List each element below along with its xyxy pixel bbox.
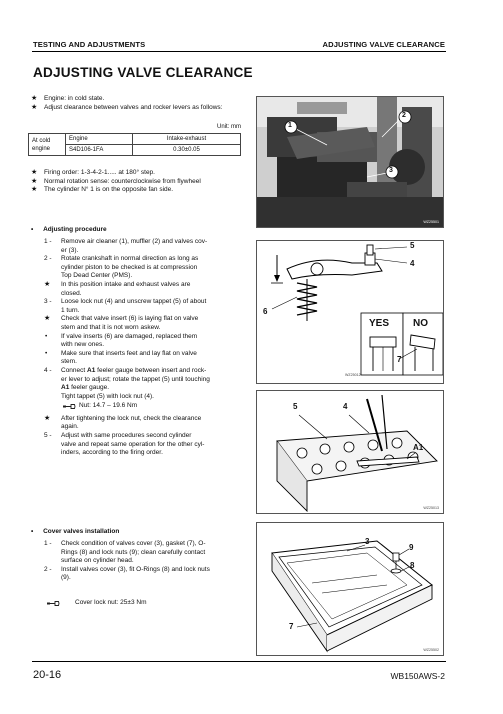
note-valves-closed <box>44 281 244 298</box>
step-line: valve and repeat same operation for the other cyl- <box>61 440 205 448</box>
step-3 <box>44 298 244 315</box>
star-icon: ★ <box>31 177 38 185</box>
callout-label: 7 <box>397 355 402 364</box>
intro-text: Adjust clearance between valves and rocker levers as follows: <box>44 103 223 111</box>
note-text: Normal rotation sense: counterclockwise from flywheel <box>44 177 201 185</box>
step-line: er (3). <box>61 246 79 254</box>
row-label-line: At cold <box>32 137 51 144</box>
cover-steps <box>44 540 244 583</box>
step-line: Check condition of valves cover (3), gasket (7), O- <box>61 540 206 547</box>
callout-label: 5 <box>293 402 298 411</box>
callout-label: 1 <box>288 122 292 129</box>
step-number: 4 - <box>44 366 52 374</box>
note-valve-insert <box>44 315 244 332</box>
figure-engine-photo <box>256 96 444 228</box>
bullet-replace-inserts <box>44 333 244 350</box>
figure-id: WZ25013 <box>423 506 439 510</box>
step-line <box>61 367 244 376</box>
figure-rocker-lever <box>256 240 444 384</box>
table-row-label <box>29 134 66 156</box>
step-line: After tightening the lock nut, check the clearance <box>61 414 202 422</box>
callout-label: 4 <box>410 259 415 268</box>
intro-text: Engine: in cold state. <box>44 95 105 102</box>
footer-rule <box>32 661 446 662</box>
callout-label: 7 <box>289 622 294 631</box>
bullet-inserts-flat <box>44 350 244 367</box>
step-line: with new ones. <box>61 341 104 349</box>
callout-label: 4 <box>343 402 348 411</box>
star-icon: ★ <box>31 95 38 102</box>
figure-valve-cover <box>256 522 444 656</box>
procedure-heading-text: Adjusting procedure <box>43 226 107 233</box>
callout-label: 5 <box>410 241 415 250</box>
step-line: (9). <box>61 574 71 582</box>
note-item <box>31 169 256 178</box>
cover-heading-text: Cover valves installation <box>43 528 120 535</box>
step-number: 1 - <box>44 540 52 547</box>
bullet-icon: • <box>45 349 48 357</box>
step-line: Tight tappet (5) with lock nut (4). <box>61 392 154 400</box>
text-run: feeler gauge between insert and rock- <box>95 366 207 374</box>
table-cell-clearance: 0.30±0.05 <box>133 145 241 156</box>
step-number: 3 - <box>44 298 52 306</box>
cover-torque-spec <box>44 599 146 608</box>
bullet-icon: • <box>45 332 48 340</box>
step-line: Remove air cleaner (1), muffler (2) and valves cov- <box>61 238 208 245</box>
cover-step-1 <box>44 540 244 566</box>
wrench-icon <box>62 403 76 410</box>
text-run-bold: A1 <box>61 384 70 392</box>
note-item <box>31 178 256 187</box>
step-line: Adjust with same procedures second cylinder <box>61 432 192 440</box>
step-number: 2 - <box>44 565 52 573</box>
step-line: again. <box>61 423 79 431</box>
star-icon: ★ <box>31 103 38 111</box>
yes-label: YES <box>369 318 390 329</box>
cover-torque-value: Cover lock nut: 25±3 Nm <box>75 599 147 606</box>
step-number: 1 - <box>44 238 52 245</box>
table-cell-engine: S4D106-1FA <box>66 145 133 156</box>
callout-label: 6 <box>263 307 268 316</box>
step-line: Install valves cover (3), fit O-Rings (8) and lock nuts <box>61 565 210 573</box>
callout-label: 8 <box>410 561 415 570</box>
procedure-heading <box>31 226 107 235</box>
callout-label: A1 <box>413 443 424 452</box>
bullet-icon: • <box>31 528 34 535</box>
step-line <box>61 384 244 393</box>
step-number: 5 - <box>44 432 52 440</box>
engine-photo-leaders <box>257 97 443 227</box>
text-run: feeler gauge. <box>69 384 110 392</box>
row-label-line: engine <box>32 145 51 152</box>
table-header-engine: Engine <box>66 134 133 145</box>
note-text: The cylinder N° 1 is on the opposite fan side. <box>44 186 174 194</box>
step-4 <box>44 367 244 411</box>
valve-cover-drawing <box>257 523 443 655</box>
intro-item <box>31 95 251 104</box>
step-line: cylinder piston to be checked is at compression <box>61 263 198 271</box>
page-number: 20-16 <box>33 669 62 681</box>
page-title: ADJUSTING VALVE CLEARANCE <box>33 65 253 80</box>
intro-item <box>31 104 251 113</box>
rocker-lever-drawing <box>257 241 443 383</box>
callout-label: 9 <box>409 543 414 552</box>
notes-block <box>31 169 256 195</box>
cylinder-head-drawing <box>257 391 443 513</box>
table-header-clearance: Intake-exhaust <box>133 134 241 145</box>
note-text: Firing order: 1-3-4-2-1..... at 180° step. <box>44 169 155 176</box>
callout-label: 3 <box>365 537 370 546</box>
step-line: If valve inserts (6) are damaged, replaced them <box>61 332 198 340</box>
figure-id: WZ25501 <box>423 220 439 224</box>
figure-id: WZ25502 <box>423 648 439 652</box>
step-2 <box>44 255 244 281</box>
step-number: 2 - <box>44 255 52 263</box>
text-run-bold: A1 <box>87 366 96 374</box>
procedure-steps <box>44 238 244 458</box>
star-icon: ★ <box>31 169 38 176</box>
star-icon: ★ <box>31 186 38 194</box>
star-icon: ★ <box>44 414 51 422</box>
step-line: Loose lock nut (4) and unscrew tappet (5) of about <box>61 298 207 306</box>
cover-step-2 <box>44 566 244 583</box>
step-line: Rings (8) and lock nuts (9); clean carefully contact <box>61 548 206 556</box>
unit-label: Unit: mm <box>217 124 241 130</box>
figure-id: WZ25012 <box>345 373 361 377</box>
step-line: inders, according to the firing order. <box>61 449 163 457</box>
note-recheck <box>44 415 244 432</box>
step-line: surface on cylinder head. <box>61 557 134 565</box>
callout-label: 3 <box>389 167 393 174</box>
step-line: closed. <box>61 289 82 297</box>
cover-heading <box>31 528 119 537</box>
step-line: Top Dead Center (PMS). <box>61 272 133 280</box>
star-icon: ★ <box>44 280 51 288</box>
header-section-title: TESTING AND ADJUSTMENTS <box>33 40 146 49</box>
text-run: Connect <box>61 366 88 374</box>
step-1 <box>44 238 244 255</box>
intro-block <box>31 95 251 112</box>
star-icon: ★ <box>44 315 51 323</box>
header-page-title: ADJUSTING VALVE CLEARANCE <box>322 40 445 49</box>
torque-spec <box>61 402 244 411</box>
step-line: Check that valve insert (6) is laying flat on valve <box>61 315 199 323</box>
step-line: Make sure that inserts feet and lay flat on valve <box>61 349 197 357</box>
no-label: NO <box>413 318 428 329</box>
torque-value: Nut: 14.7 – 19.6 Nm <box>79 402 138 410</box>
header-rule <box>32 51 446 52</box>
step-line: In this position intake and exhaust valves are <box>61 280 191 288</box>
step-5 <box>44 432 244 458</box>
step-line: Rotate crankshaft in normal direction as long as <box>61 255 199 263</box>
model-name: WB150AWS-2 <box>390 671 445 681</box>
bullet-icon: • <box>31 226 34 233</box>
step-line: stem. <box>61 358 77 366</box>
step-line: stem and that it is not worn askew. <box>61 323 161 331</box>
callout-label: 2 <box>402 112 406 119</box>
clearance-table <box>28 133 241 156</box>
wrench-icon <box>46 600 60 607</box>
note-item <box>31 186 256 195</box>
step-line: er lever to adjust; rotate the tappet (5) until touching <box>61 375 210 383</box>
figure-feeler-gauge <box>256 390 444 514</box>
step-line: 1 turn. <box>61 306 80 314</box>
